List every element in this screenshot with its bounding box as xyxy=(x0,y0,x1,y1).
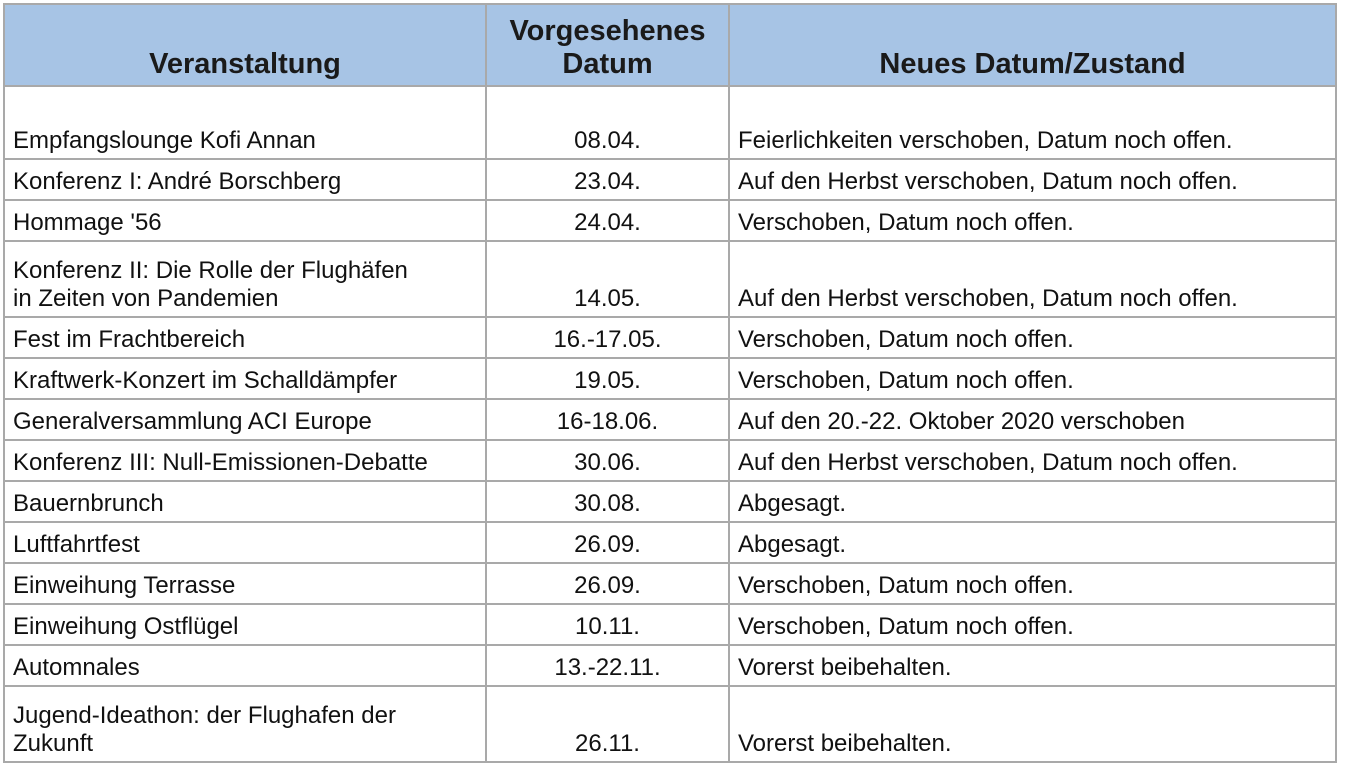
planned-date-cell: 26.09. xyxy=(486,522,729,563)
new-date-status-cell: Verschoben, Datum noch offen. xyxy=(729,563,1336,604)
table-row xyxy=(4,563,1336,604)
table-row xyxy=(4,317,1336,358)
planned-date-cell: 30.08. xyxy=(486,481,729,522)
header-planned-date xyxy=(486,4,729,86)
event-name-line: Jugend-Ideathon: der Flughafen der xyxy=(13,702,396,729)
event-name-cell xyxy=(4,86,486,159)
planned-date-cell: 24.04. xyxy=(486,200,729,241)
event-name-line: Einweihung Ostflügel xyxy=(13,613,239,640)
table-row xyxy=(4,481,1336,522)
table-row xyxy=(4,241,1336,317)
planned-date-cell: 08.04. xyxy=(486,86,729,159)
new-date-status-cell: Auf den Herbst verschoben, Datum noch offen. xyxy=(729,159,1336,200)
planned-date-cell: 30.06. xyxy=(486,440,729,481)
event-name-line: Luftfahrtfest xyxy=(13,531,140,558)
event-name-line: Automnales xyxy=(13,654,140,681)
event-name-cell xyxy=(4,317,486,358)
new-date-status-cell: Feierlichkeiten verschoben, Datum noch offen. xyxy=(729,86,1336,159)
event-name-cell xyxy=(4,645,486,686)
table-row xyxy=(4,604,1336,645)
event-name-cell xyxy=(4,481,486,522)
table-row xyxy=(4,440,1336,481)
table-row xyxy=(4,86,1336,159)
events-table xyxy=(3,3,1337,763)
event-name-line: Generalversammlung ACI Europe xyxy=(13,408,372,435)
new-date-status-cell: Vorerst beibehalten. xyxy=(729,686,1336,762)
planned-date-cell: 26.11. xyxy=(486,686,729,762)
event-name-line: in Zeiten von Pandemien xyxy=(13,285,279,312)
event-name-cell xyxy=(4,399,486,440)
planned-date-cell: 14.05. xyxy=(486,241,729,317)
planned-date-cell: 26.09. xyxy=(486,563,729,604)
header-planned-date-line1: Vorgesehenes xyxy=(509,15,706,47)
new-date-status-cell: Auf den 20.-22. Oktober 2020 verschoben xyxy=(729,399,1336,440)
new-date-status-cell: Abgesagt. xyxy=(729,522,1336,563)
header-row xyxy=(4,4,1336,86)
event-name-line: Konferenz III: Null-Emissionen-Debatte xyxy=(13,449,428,476)
new-date-status-cell: Verschoben, Datum noch offen. xyxy=(729,604,1336,645)
table-row xyxy=(4,200,1336,241)
event-name-cell xyxy=(4,522,486,563)
event-name-cell xyxy=(4,563,486,604)
planned-date-cell: 10.11. xyxy=(486,604,729,645)
event-name-line: Zukunft xyxy=(13,730,94,757)
table-row xyxy=(4,159,1336,200)
event-name-cell xyxy=(4,241,486,317)
event-name-cell xyxy=(4,159,486,200)
event-name-cell xyxy=(4,200,486,241)
event-name-cell xyxy=(4,440,486,481)
event-name-line: Konferenz I: André Borschberg xyxy=(13,168,342,195)
header-new-date-status: Neues Datum/Zustand xyxy=(729,4,1336,86)
new-date-status-cell: Verschoben, Datum noch offen. xyxy=(729,200,1336,241)
event-name-line: Kraftwerk-Konzert im Schalldämpfer xyxy=(13,367,398,394)
event-name-line: Bauernbrunch xyxy=(13,490,164,517)
events-table-container xyxy=(3,3,1335,763)
planned-date-cell: 16-18.06. xyxy=(486,399,729,440)
planned-date-cell: 19.05. xyxy=(486,358,729,399)
event-name-line: Konferenz II: Die Rolle der Flughäfen xyxy=(13,257,408,284)
table-row xyxy=(4,399,1336,440)
event-name-line: Empfangslounge Kofi Annan xyxy=(13,127,316,154)
event-name-cell xyxy=(4,604,486,645)
header-event: Veranstaltung xyxy=(4,4,486,86)
new-date-status-cell: Abgesagt. xyxy=(729,481,1336,522)
header-planned-date-line2: Datum xyxy=(562,48,653,80)
new-date-status-cell: Verschoben, Datum noch offen. xyxy=(729,358,1336,399)
table-row xyxy=(4,686,1336,762)
event-name-cell xyxy=(4,358,486,399)
planned-date-cell: 23.04. xyxy=(486,159,729,200)
event-name-line: Einweihung Terrasse xyxy=(13,572,236,599)
new-date-status-cell: Verschoben, Datum noch offen. xyxy=(729,317,1336,358)
table-body xyxy=(4,86,1336,762)
planned-date-cell: 13.-22.11. xyxy=(486,645,729,686)
planned-date-cell: 16.-17.05. xyxy=(486,317,729,358)
table-header xyxy=(4,4,1336,86)
table-row xyxy=(4,522,1336,563)
new-date-status-cell: Auf den Herbst verschoben, Datum noch offen. xyxy=(729,241,1336,317)
event-name-cell xyxy=(4,686,486,762)
event-name-line: Fest im Frachtbereich xyxy=(13,326,246,353)
new-date-status-cell: Auf den Herbst verschoben, Datum noch offen. xyxy=(729,440,1336,481)
table-row xyxy=(4,358,1336,399)
table-row xyxy=(4,645,1336,686)
new-date-status-cell: Vorerst beibehalten. xyxy=(729,645,1336,686)
event-name-line: Hommage '56 xyxy=(13,209,162,236)
